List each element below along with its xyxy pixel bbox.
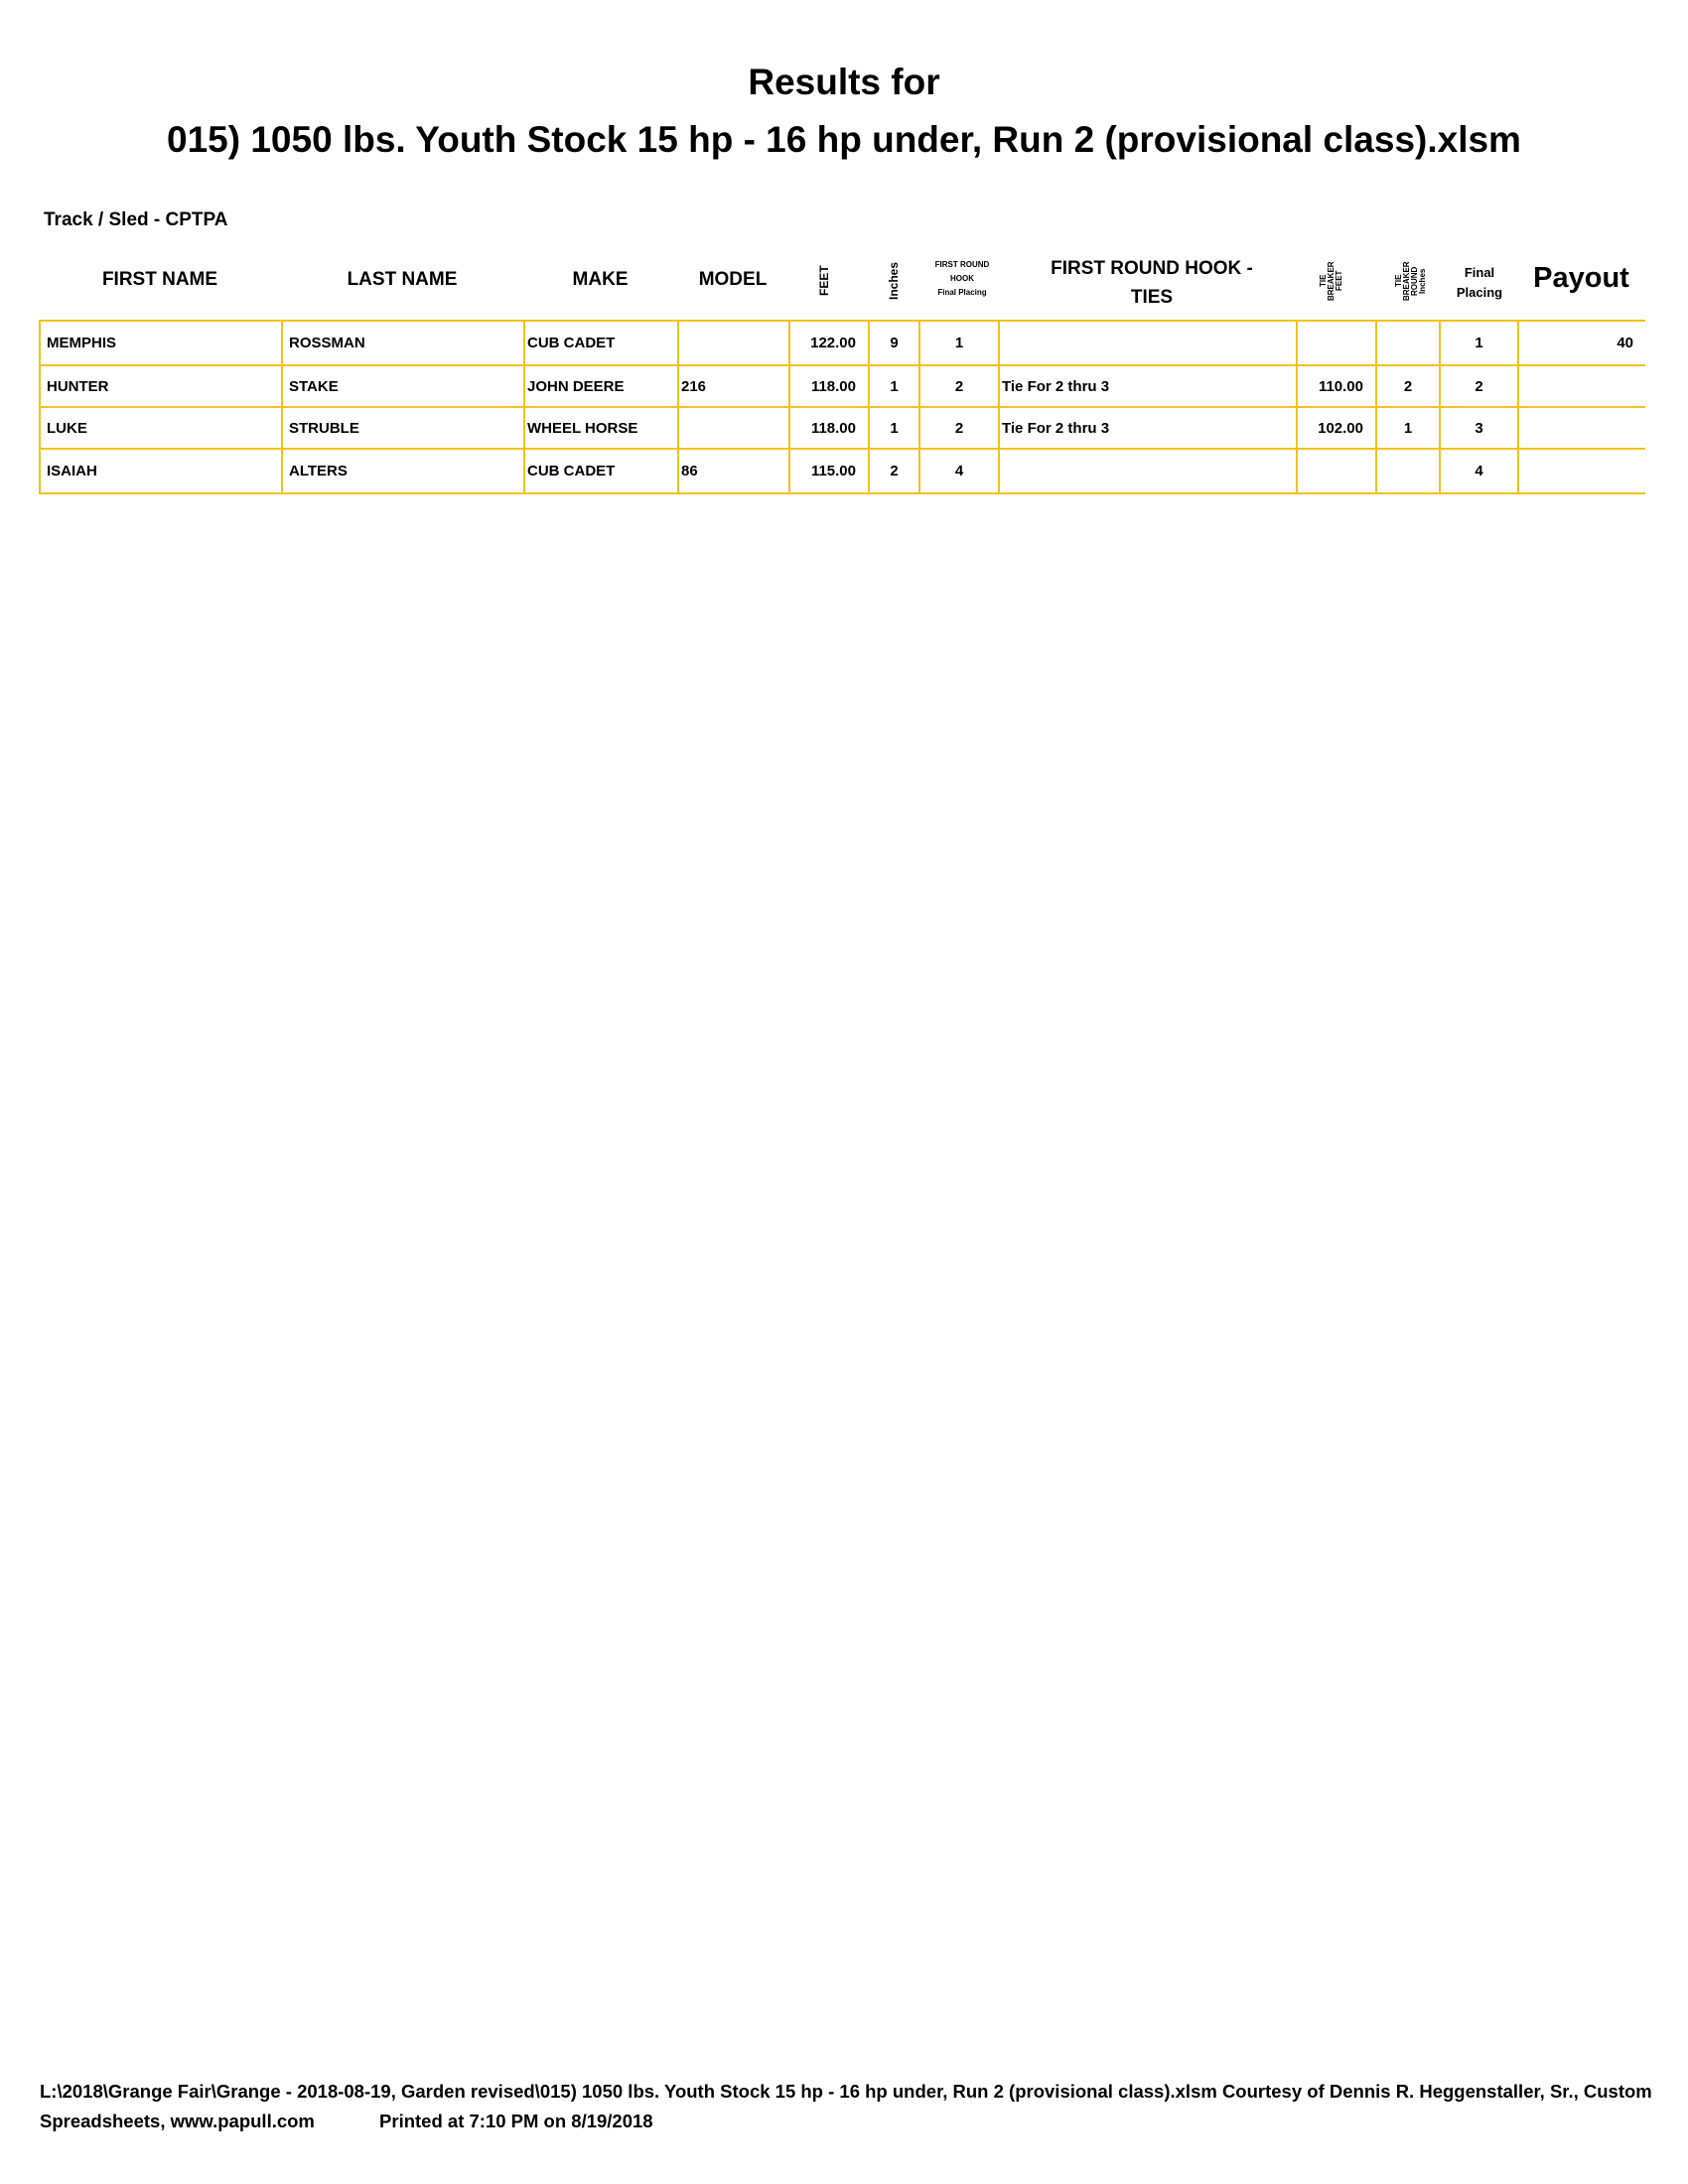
cell-tie-breaker-feet: 110.00 xyxy=(1297,365,1376,407)
cell-ties: Tie For 2 thru 3 xyxy=(999,365,1297,407)
cell-payout xyxy=(1518,407,1645,449)
cell-ties xyxy=(999,449,1297,493)
cell-last-name: ALTERS xyxy=(282,449,524,493)
cell-final-placing: 2 xyxy=(1440,365,1518,407)
cell-inches: 1 xyxy=(869,407,919,449)
cell-final-placing: 3 xyxy=(1440,407,1518,449)
cell-tie-breaker-round xyxy=(1376,449,1440,493)
cell-final-placing: 1 xyxy=(1440,321,1518,365)
header-inches: Inches xyxy=(887,262,901,301)
table-row xyxy=(40,321,1645,365)
results-table xyxy=(39,320,1645,494)
cell-last-name: STRUBLE xyxy=(282,407,524,449)
cell-first-round-hook: 2 xyxy=(919,365,999,407)
cell-tie-breaker-round xyxy=(1376,321,1440,365)
cell-first-name: ISAIAH xyxy=(40,449,282,493)
track-label: Track / Sled - CPTPA xyxy=(44,209,228,230)
cell-feet: 122.00 xyxy=(789,321,869,365)
cell-tie-breaker-feet xyxy=(1297,449,1376,493)
footer xyxy=(40,2077,1658,2136)
cell-make: CUB CADET xyxy=(524,449,678,493)
cell-ties xyxy=(999,321,1297,365)
cell-first-round-hook: 1 xyxy=(919,321,999,365)
cell-last-name: ROSSMAN xyxy=(282,321,524,365)
cell-first-name: LUKE xyxy=(40,407,282,449)
cell-model xyxy=(678,407,789,449)
cell-first-round-hook: 2 xyxy=(919,407,999,449)
cell-feet: 115.00 xyxy=(789,449,869,493)
cell-first-name: MEMPHIS xyxy=(40,321,282,365)
header-tie-breaker-round: TIE BREAKER ROUND Inches xyxy=(1394,261,1427,301)
cell-payout xyxy=(1518,449,1645,493)
cell-model xyxy=(678,321,789,365)
cell-inches: 9 xyxy=(869,321,919,365)
cell-tie-breaker-feet xyxy=(1297,321,1376,365)
header-model: MODEL xyxy=(698,269,768,290)
header-first-round-hook-final: FIRST ROUND HOOK Final Placing xyxy=(934,260,990,297)
cell-payout xyxy=(1518,365,1645,407)
header-tie-breaker-feet: TIE BREAKER FEET xyxy=(1319,261,1343,301)
cell-inches: 2 xyxy=(869,449,919,493)
header-first-name: FIRST NAME xyxy=(101,269,218,290)
cell-ties: Tie For 2 thru 3 xyxy=(999,407,1297,449)
cell-tie-breaker-feet: 102.00 xyxy=(1297,407,1376,449)
cell-first-round-hook: 4 xyxy=(919,449,999,493)
cell-inches: 1 xyxy=(869,365,919,407)
header-first-round-hook-ties: FIRST ROUND HOOK - TIES xyxy=(1051,258,1253,308)
header-payout: Payout xyxy=(1533,262,1629,294)
class-title: 015) 1050 lbs. Youth Stock 15 hp - 16 hp under, Run 2 (provisional class).xlsm xyxy=(167,119,1521,160)
cell-make: WHEEL HORSE xyxy=(524,407,678,449)
table-row xyxy=(40,407,1645,449)
cell-feet: 118.00 xyxy=(789,407,869,449)
table-row xyxy=(40,365,1645,407)
cell-make: JOHN DEERE xyxy=(524,365,678,407)
page-title: Results for xyxy=(748,62,940,102)
header-feet: FEET xyxy=(817,265,831,297)
cell-tie-breaker-round: 1 xyxy=(1376,407,1440,449)
cell-feet: 118.00 xyxy=(789,365,869,407)
cell-model: 86 xyxy=(678,449,789,493)
cell-last-name: STAKE xyxy=(282,365,524,407)
cell-tie-breaker-round: 2 xyxy=(1376,365,1440,407)
cell-payout: 40 xyxy=(1518,321,1645,365)
cell-first-name: HUNTER xyxy=(40,365,282,407)
footer-printed: Printed at 7:10 PM on 8/19/2018 xyxy=(379,2111,653,2131)
header-make: MAKE xyxy=(572,269,629,290)
footer-path: L:\2018\Grange Fair\Grange - 2018-08-19, Garden revised\015) 1050 lbs. Youth Stock 15 hp - 16 hp under, Run 2 (provisional class).xlsm Courtesy of Dennis R. Heggenstaller, Sr., Custom Spreadsheets, www.papull.com xyxy=(40,2081,1652,2131)
header-last-name: LAST NAME xyxy=(347,269,458,290)
cell-make: CUB CADET xyxy=(524,321,678,365)
table-row xyxy=(40,449,1645,493)
cell-model: 216 xyxy=(678,365,789,407)
header-final-placing: Final Placing xyxy=(1456,265,1503,300)
cell-final-placing: 4 xyxy=(1440,449,1518,493)
